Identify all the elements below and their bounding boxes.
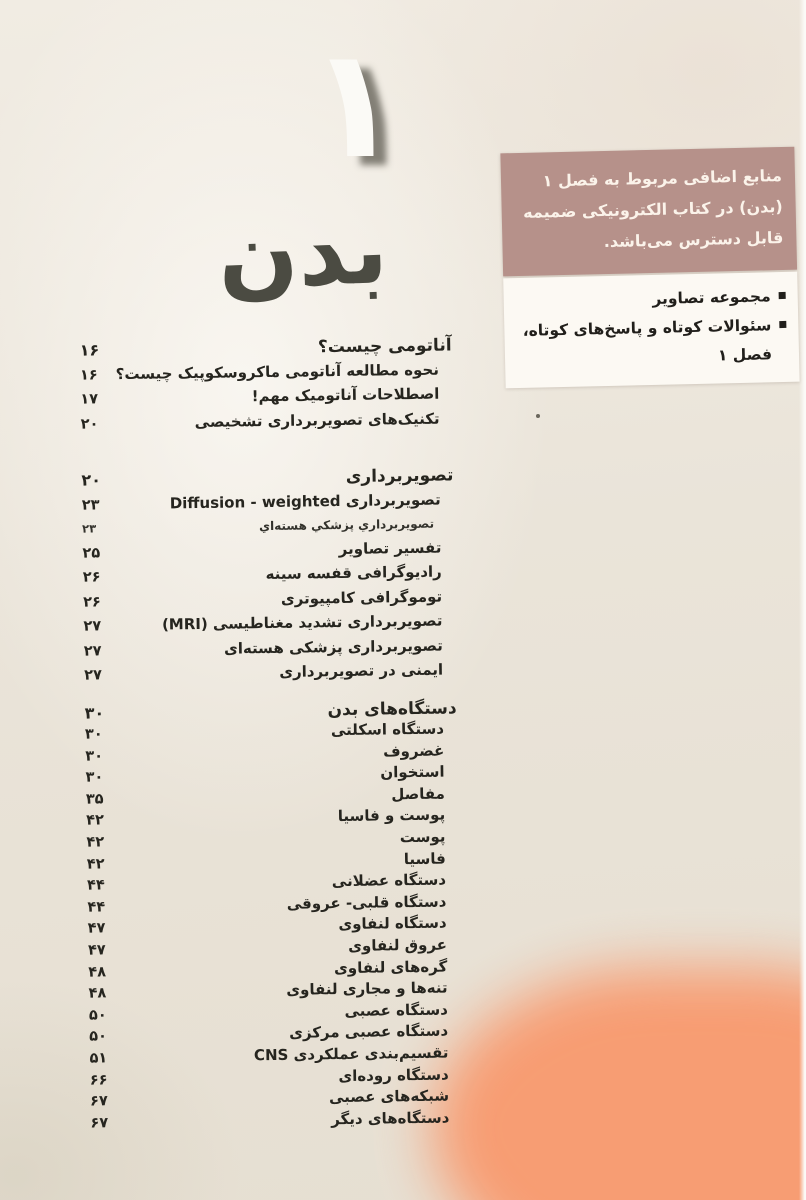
orange-stain xyxy=(432,968,806,1200)
toc-entry-page-number: ۴۴ xyxy=(86,877,105,894)
toc-section-heading-label: تصویربرداری xyxy=(345,465,454,487)
callout-bullet-item xyxy=(514,311,787,376)
toc-entry-page-number: ۲۳ xyxy=(82,521,97,536)
toc-entry-label: نحوه مطالعه آناتومی ماکروسکوپیک چیست؟ xyxy=(115,360,440,383)
toc-entry-label: دستگاه عضلانی xyxy=(331,870,447,891)
toc-entry-label: عروق لنفاوی xyxy=(348,935,448,955)
toc-entry-page-number: ۶۶ xyxy=(89,1071,108,1089)
toc-entry-label: تفسیر تصاویر xyxy=(338,538,442,558)
toc-entry-label: تنه‌ها و مجاری لنفاوی xyxy=(286,978,448,1000)
toc-entry-label: پوست xyxy=(399,827,446,847)
toc-entry-page-number: ۵۰ xyxy=(89,1028,108,1045)
toc-entry-page-number: ۴۸ xyxy=(88,985,107,1002)
toc-entry-page-number: ۴۲ xyxy=(86,812,105,830)
toc-entry xyxy=(84,658,456,688)
chapter-number: ۱ xyxy=(308,15,401,192)
toc-entry-page-number: ۲۷ xyxy=(83,618,102,635)
toc-entry-label: تصویربرداری Diffusion - weighted xyxy=(169,490,441,512)
toc-entry-label: دستگاه عصبی xyxy=(344,1000,448,1020)
toc-section-heading-page-number: ۳۰ xyxy=(84,702,105,723)
toc-section xyxy=(79,333,452,436)
toc-entry-label: پوست و فاسیا xyxy=(337,806,446,826)
toc-entry-label: ایمنی در تصویربرداری xyxy=(279,660,444,681)
toc-entry-page-number: ۲۰ xyxy=(80,415,99,433)
toc-entry-page-number: ۲۶ xyxy=(82,569,101,586)
toc-entry-page-number: ۲۵ xyxy=(82,544,101,562)
toc-section-heading-page-number: ۲۰ xyxy=(81,470,102,490)
toc-entry-page-number: ۲۳ xyxy=(81,496,100,514)
toc-entry-label: مفاصل xyxy=(391,784,445,804)
toc-entry-label: شبکه‌های عصبی xyxy=(328,1086,450,1107)
toc-entry-page-number: ۱۶ xyxy=(79,366,98,384)
toc-entry-label: توموگرافی کامپیوتری xyxy=(280,587,443,608)
toc-entry-label: تقسیم‌بندی عملکردی CNS xyxy=(253,1043,449,1065)
toc-entry-label: اصطلاحات آناتومیک مهم! xyxy=(251,384,440,406)
toc-entry-page-number: ۲۷ xyxy=(84,667,102,684)
toc-entry-label: تصویربرداری تشدید مغناطیسی (MRI) xyxy=(161,611,443,634)
toc-entry-label: دستگاه لنفاوی xyxy=(338,914,447,934)
ebook-bullet-list xyxy=(503,271,799,388)
toc-entry-page-number: ۵۱ xyxy=(89,1050,108,1067)
toc-entry-page-number: ۴۸ xyxy=(88,963,107,981)
toc-entry-page-number: ۱۷ xyxy=(80,391,99,408)
toc-entry-page-number: ۴۷ xyxy=(87,942,106,959)
toc-entry xyxy=(90,1107,462,1134)
toc-entry-page-number: ۲۶ xyxy=(83,593,101,611)
square-bullet-icon xyxy=(779,321,786,328)
toc-entry-label: رادیوگرافی قفسه سینه xyxy=(265,562,442,584)
toc-entry-label: دستگاه عصبی مرکزی xyxy=(289,1021,449,1043)
callout-bullet-label: مجموعه تصاویر xyxy=(652,286,771,308)
toc-entry-page-number: ۴۲ xyxy=(86,855,105,873)
toc-entry-label: دستگاه اسکلتی xyxy=(330,719,445,740)
chapter-title: بدن xyxy=(216,196,390,311)
callout-bullet-label: سئوالات کوتاه و پاسخ‌های کوتاه، فصل ۱ xyxy=(522,316,773,365)
table-of-contents xyxy=(79,333,462,1133)
ink-speck xyxy=(536,414,540,418)
toc-entry-label: غضروف xyxy=(383,741,445,761)
toc-entry xyxy=(80,407,452,437)
toc-entry-page-number: ۳۰ xyxy=(84,726,103,743)
toc-entry-page-number: ۴۴ xyxy=(87,899,106,916)
toc-entry-label: گره‌های لنفاوی xyxy=(333,957,448,977)
toc-entry-label: استخوان xyxy=(380,762,445,782)
toc-entry-page-number: ۳۰ xyxy=(85,769,104,786)
ebook-callout xyxy=(500,147,799,388)
toc-entry-page-number: ۶۷ xyxy=(90,1093,108,1110)
toc-section-heading-label: آناتومی چیست؟ xyxy=(317,335,452,358)
toc-entry-page-number: ۵۰ xyxy=(88,1007,107,1024)
toc-entry-label: دستگاه روده‌ای xyxy=(338,1065,449,1085)
toc-section-heading-label: دستگاه‌های بدن xyxy=(327,697,457,720)
toc-entry-label: تصویربرداری پزشکی هسته‌ای xyxy=(223,636,443,658)
toc-entry-page-number: ۳۵ xyxy=(85,791,104,808)
toc-entry-label: تصويربرداري پزشكي هسته‌اي xyxy=(258,516,435,534)
toc-entry-label: دستگاه‌های دیگر xyxy=(331,1108,450,1128)
page-edge xyxy=(799,0,806,1200)
toc-entry-page-number: ۶۷ xyxy=(90,1115,109,1132)
toc-entry-label: تکنیک‌های تصویربرداری تشخیصی xyxy=(194,409,440,431)
toc-section-heading-page-number: ۱۶ xyxy=(79,340,100,360)
toc-entry-label: دستگاه قلبی- عروقی xyxy=(286,892,447,913)
toc-entry-page-number: ۲۷ xyxy=(83,642,102,660)
toc-entry-page-number: ۴۲ xyxy=(86,834,105,851)
toc-entry-label: فاسیا xyxy=(403,849,446,868)
ebook-note: منابع اضافی مربوط به فصل ۱ (بدن) در کتاب الکترونیکی ضمیمه قابل دسترس می‌باشد. xyxy=(500,147,797,276)
square-bullet-icon xyxy=(779,291,786,298)
toc-section xyxy=(85,698,463,1134)
toc-entry-page-number: ۴۷ xyxy=(87,920,106,938)
toc-entry-page-number: ۳۰ xyxy=(85,748,104,765)
toc-section xyxy=(81,463,456,688)
